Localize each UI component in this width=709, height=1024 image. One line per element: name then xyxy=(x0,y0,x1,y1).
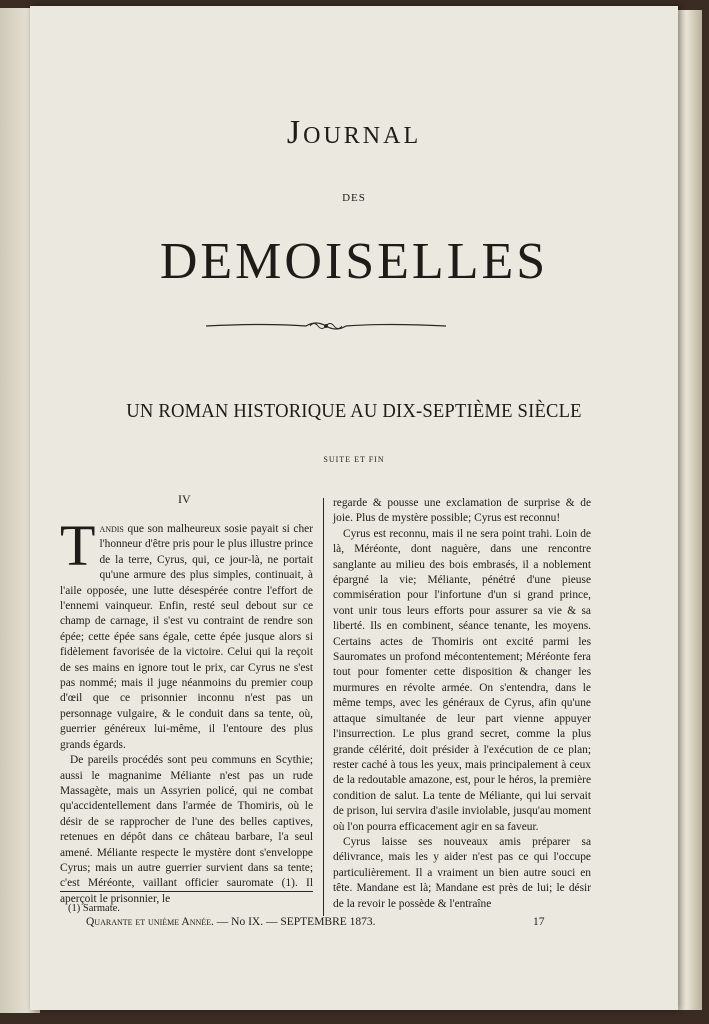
footnote-rule xyxy=(60,891,313,892)
right-column xyxy=(333,496,591,912)
ornament-divider xyxy=(206,318,446,334)
footnote: (1) Sarmate. xyxy=(68,903,120,914)
right-paragraph-1: regarde & pousse une exclamation de surprise & de joie. Plus de mystère possible; Cyrus est reconnu! xyxy=(333,497,591,525)
right-paragraph-3: Cyrus laisse ses nouveaux amis préparer sa délivrance, mais les y aider n'est pas ce qui l'occupe particulièrement. Il a vraiment un bien autre souci en tête. Mandane est là; Mandane est près de lui; le désir de la revoir le possède & l'entraîne xyxy=(333,835,591,910)
section-number: IV xyxy=(178,492,191,506)
drop-cap: T xyxy=(60,513,96,578)
masthead-des: DES xyxy=(342,192,366,204)
right-paragraph-2: Cyrus est reconnu, mais il ne sera point trahi. Loin de là, Méréonte, dont naguère, dans une rencontre sanglante au milieu des bois embrasés, il a noblement épargné la vie; Méliante, pénétré d'une pieuse commisération pour l'infortune d'un si grand prince, vont unir tous leurs efforts pour assurer sa vie & sa liberté. Ils en combinent, séance tenante, les moyens. Certains actes de Thomiris ont excité parmi les Sauromates un profond mécontentement; Méréonte fera tout pour fomenter cette disposition & changer les murmures en révolte armée. On s'entendra, dans le même temps, avec les généraux de Cyrus, afin qu'une attaque simultanée de leur part vienne appuyer l'insurrection. Le plus grand secret, comme la plus grande célérité, doit présider à l'exécution de ce plan; rester caché à tous les yeux, mais principalement à ceux de la redoutable amazone, est, pour le héros, la première condition de salut. La tente de Méliante, qui lui servait de prison, lui servira d'asile inviolable, jusqu'au moment où l'on pourra efficacement agir en sa faveur. xyxy=(333,527,591,833)
journal-page xyxy=(30,6,678,1010)
left-paragraph-1-text: que son malheureux sosie payait si cher l'honneur d'être pris pour le plus illustre prince de la terre, Cyrus, qui, ce jour-là, ne portait qu'une armure des plus simples, continuait, à l'aile opposée, une lutte désespérée contre l'effort de l'ennemi vainqueur. Enfin, resté seul debout sur ce champ de carnage, il s'est vu contraint de rendre son épée; cette épée sans égale, cette épée jusque alors si fidèlement favorisée de la victoire. Celui qui la reçoit de ses mains en ignore tout le prix, car Cyrus ne s'est pas nommé; mais il juge néanmoins du premier coup d'œil que ce prisonnier inconnu n'est pas un personnage vulgaire, & le conduit dans sa tente, où, guerrier généreux lui-même, il l'entoure des plus grands égards. xyxy=(60,523,313,751)
lead-word: andis xyxy=(99,523,124,535)
left-paragraph-1 xyxy=(60,513,313,753)
page-number: 17 xyxy=(533,916,545,928)
left-column xyxy=(60,513,313,907)
column-divider xyxy=(323,498,324,916)
article-title: UN ROMAN HISTORIQUE AU DIX-SEPTIÈME SIÈCLE xyxy=(126,400,582,422)
right-page-edge xyxy=(676,10,702,1010)
footer-edition: Quarante et unième Année. xyxy=(86,916,214,928)
page-footer xyxy=(86,916,376,928)
footer-issue: — No IX. — SEPTEMBRE 1873. xyxy=(216,916,376,928)
article-subtitle: SUITE ET FIN xyxy=(323,455,385,464)
masthead-demoiselles: DEMOISELLES xyxy=(159,233,549,290)
left-paragraph-2: De pareils procédés sont peu communs en Scythie; aussi le magnanime Méliante n'est pas un rude Massagète, mais un Assyrien policé, qui ne combat qu'accidentellement dans l'armée de Thomiris, où le désir de se rapprocher de l'une des belles captives, retenues en dépôt dans ce château barbare, l'a seul amené. Méliante respecte le mystère dont s'enveloppe Cyrus; mais un autre guerrier survient dans sa tente; c'est Méréonte, vaillant officier sauromate (1). Il aperçoit le prisonnier, le xyxy=(60,754,313,905)
masthead-journal: Journal xyxy=(286,114,422,151)
